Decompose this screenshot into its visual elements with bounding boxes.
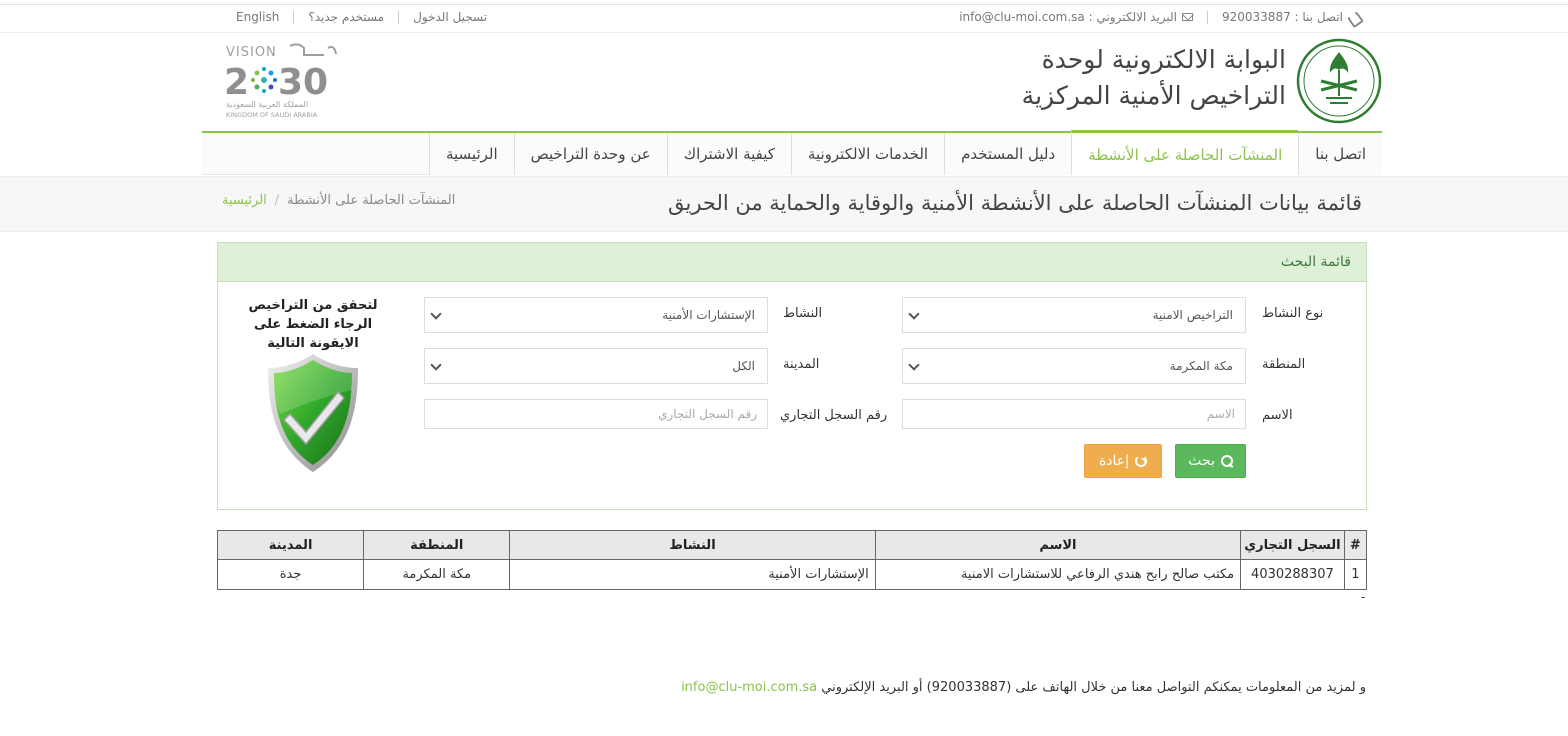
search-panel-title: قائمة البحث xyxy=(218,243,1366,282)
activity-label: النشاط xyxy=(783,306,823,321)
phone-label: اتصل بنا : 920033887 xyxy=(1222,10,1343,24)
nav-item-about[interactable]: عن وحدة التراخيص xyxy=(514,133,667,175)
region-select[interactable] xyxy=(902,348,1246,384)
site-title xyxy=(1022,42,1286,114)
name-input[interactable] xyxy=(902,399,1246,429)
chevron-down-icon xyxy=(908,359,919,370)
divider xyxy=(293,11,294,24)
search-button-label: بحث xyxy=(1188,453,1215,469)
language-switch-link[interactable]: English xyxy=(236,10,280,24)
nav-item-e-services[interactable]: الخدمات الالكترونية xyxy=(791,133,944,175)
commercial-register-label: رقم السجل التجاري xyxy=(780,408,888,423)
site-title-line2: التراخيص الأمنية المركزية xyxy=(1021,81,1286,110)
contact-info xyxy=(959,10,1358,24)
account-links xyxy=(236,10,487,24)
nav-item-home[interactable]: الرئيسية xyxy=(429,133,514,175)
svg-text:30: 30 xyxy=(278,62,329,103)
page-header xyxy=(0,176,1568,232)
activity-type-value: التراخيص الامنية xyxy=(1152,308,1233,322)
table-trailing-mark: - xyxy=(1361,590,1366,604)
chevron-down-icon xyxy=(430,308,441,319)
emblem-logo[interactable] xyxy=(1296,38,1382,124)
svg-text:المملكة العربية السعودية: المملكة العربية السعودية xyxy=(226,100,309,109)
cell-index: 1 xyxy=(1344,560,1366,590)
email-label: البريد الالكتروني : info@clu-moi.com.sa xyxy=(959,10,1177,24)
activity-type-label: نوع النشاط xyxy=(1262,306,1324,321)
breadcrumb-separator: / xyxy=(274,193,280,208)
col-header-city: المدينة xyxy=(218,531,364,560)
verify-line2: الرجاء الضغط على xyxy=(253,317,373,332)
reset-button[interactable] xyxy=(1084,444,1162,478)
chevron-down-icon xyxy=(908,308,919,319)
divider xyxy=(398,11,399,24)
footer-email-link[interactable]: info@clu-moi.com.sa xyxy=(681,680,818,695)
verify-line1: لتحقق من التراخيص xyxy=(248,298,378,313)
login-link[interactable]: تسجيل الدخول xyxy=(413,10,488,24)
name-label: الاسم xyxy=(1262,408,1293,423)
cell-activity: الإستشارات الأمنية xyxy=(510,560,875,590)
breadcrumb-current: المنشآت الحاصلة على الأنشطة xyxy=(287,193,456,208)
results-header-row xyxy=(218,531,1367,560)
results-table xyxy=(217,530,1367,590)
city-select[interactable] xyxy=(424,348,768,384)
col-header-region: المنطقة xyxy=(364,531,510,560)
col-header-name: الاسم xyxy=(875,531,1240,560)
city-label: المدينة xyxy=(783,357,820,372)
footer-note-text: و لمزيد من المعلومات يمكنكم التواصل معنا من خلال الهاتف على (920033887) أو البريد الإلكتروني xyxy=(821,680,1366,695)
svg-text:KINGDOM OF SAUDI ARABIA: KINGDOM OF SAUDI ARABIA xyxy=(226,111,318,118)
table-row[interactable] xyxy=(218,560,1367,590)
breadcrumb xyxy=(222,193,455,208)
shield-check-icon[interactable] xyxy=(264,352,362,474)
search-icon xyxy=(1221,455,1233,467)
nav-item-contact[interactable]: اتصل بنا xyxy=(1298,133,1382,175)
footer-contact-note xyxy=(681,680,1366,695)
phone-icon xyxy=(1348,12,1358,22)
col-header-activity: النشاط xyxy=(510,531,875,560)
top-bar xyxy=(0,5,1568,33)
cell-city: جدة xyxy=(218,560,364,590)
nav-items xyxy=(429,133,1382,175)
divider xyxy=(1207,11,1208,24)
main-nav xyxy=(202,131,1382,175)
svg-text:VISION: VISION xyxy=(226,45,277,60)
nav-item-user-guide[interactable]: دليل المستخدم xyxy=(944,133,1071,175)
col-header-commercial-register: السجل التجاري xyxy=(1241,531,1345,560)
reset-button-label: إعادة xyxy=(1098,453,1130,469)
refresh-icon xyxy=(1135,455,1147,467)
site-title-line1: البوابة الالكترونية لوحدة xyxy=(1041,45,1286,74)
breadcrumb-home-link[interactable]: الرئيسية xyxy=(222,193,267,208)
cell-name: مكتب صالح رابح هندي الرفاعي للاستشارات الامنية xyxy=(875,560,1240,590)
email-contact xyxy=(959,10,1193,24)
verify-instructions xyxy=(240,296,386,353)
activity-select[interactable] xyxy=(424,297,768,333)
cell-region: مكة المكرمة xyxy=(364,560,510,590)
activity-type-select[interactable] xyxy=(902,297,1246,333)
svg-text:2: 2 xyxy=(224,62,250,103)
cell-commercial-register: 4030288307 xyxy=(1241,560,1345,590)
envelope-icon xyxy=(1182,13,1193,21)
chevron-down-icon xyxy=(430,359,441,370)
activity-value: الإستشارات الأمنية xyxy=(662,308,755,322)
region-label: المنطقة xyxy=(1262,357,1306,372)
nav-item-subscription[interactable]: كيفية الاشتراك xyxy=(667,133,791,175)
nav-item-licensed-facilities[interactable]: المنشآت الحاصلة على الأنشطة xyxy=(1071,130,1298,175)
search-button[interactable] xyxy=(1175,444,1246,478)
phone-contact xyxy=(1222,10,1358,24)
region-value: مكة المكرمة xyxy=(1169,359,1233,373)
commercial-register-input[interactable] xyxy=(424,399,768,429)
page-title: قائمة بيانات المنشآت الحاصلة على الأنشطة الأمنية والوقاية والحماية من الحريق xyxy=(667,191,1362,215)
verify-line3: الايقونة التالية xyxy=(267,336,359,351)
city-value: الكل xyxy=(732,359,755,373)
site-header xyxy=(200,34,1382,132)
col-header-index: # xyxy=(1344,531,1366,560)
vision-2030-logo xyxy=(224,40,344,118)
register-link[interactable]: مستخدم جديد؟ xyxy=(308,10,385,24)
